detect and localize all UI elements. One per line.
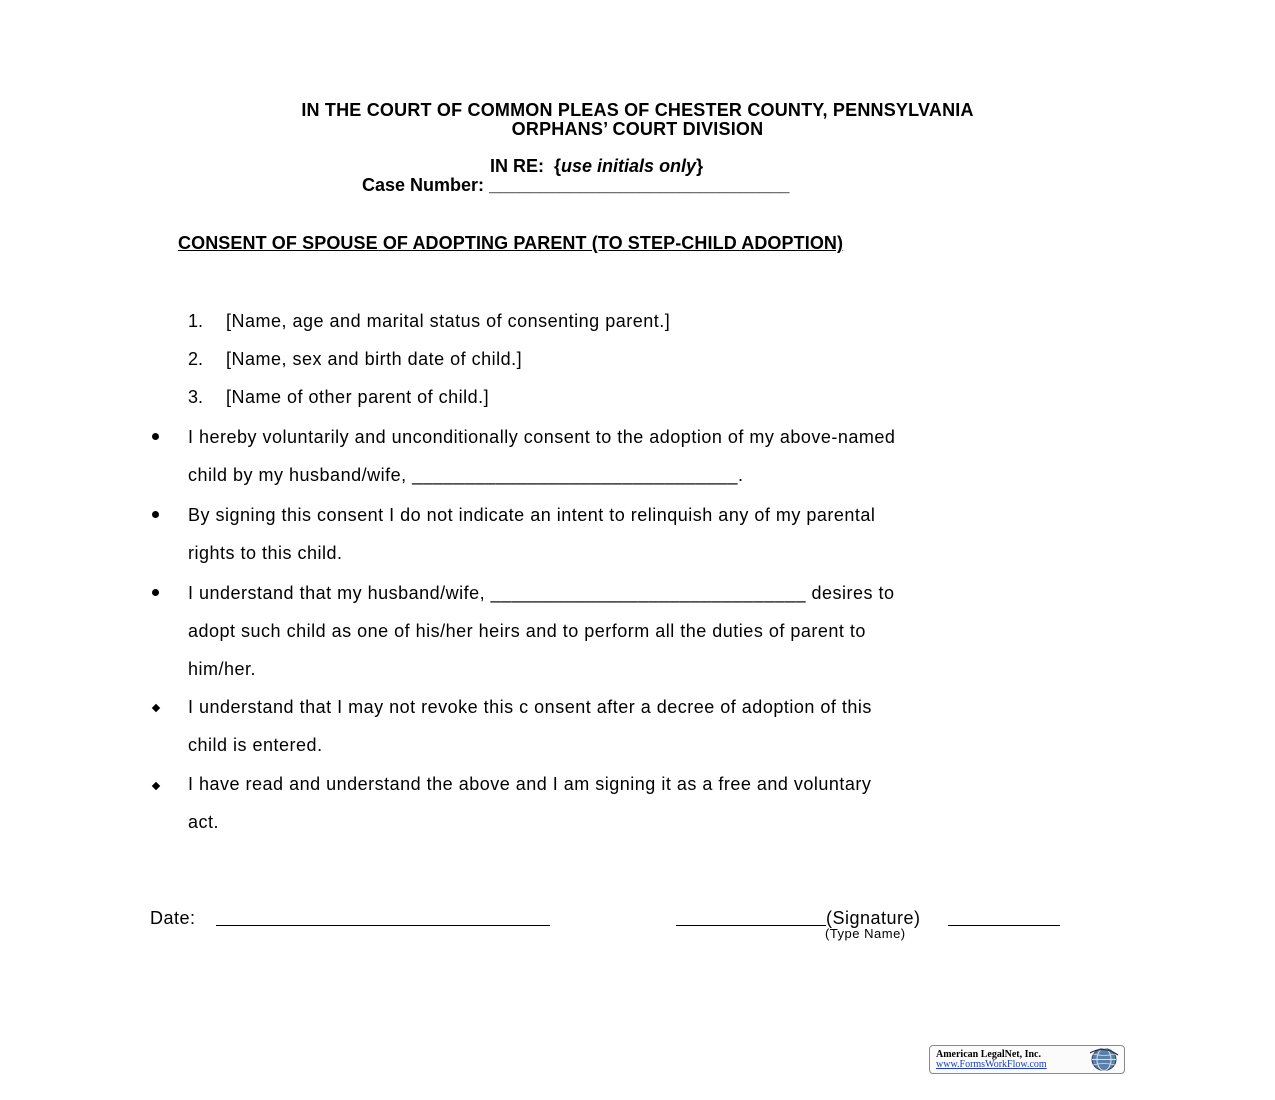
bullet-icon [152,589,159,596]
case-number-line [362,175,789,195]
bullet-text-line: child by my husband/wife, _______________________________. [188,465,744,485]
type-name-label: (Type Name) [825,926,906,941]
court-heading: IN THE COURT OF COMMON PLEAS OF CHESTER COUNTY, PENNSYLVANIA [301,100,974,120]
bullet-text-line: child is entered. [188,735,323,755]
bullet-text-line: I understand that I may not revoke this c onsent after a decree of adoption of this [188,697,872,717]
bullet-icon [152,511,159,518]
bullet-text-line: I hereby voluntarily and unconditionally consent to the adoption of my above-named [188,427,896,447]
signature-label: (Signature) [826,908,921,928]
bullet-text-line: adopt such child as one of his/her heirs and to perform all the duties of parent to [188,621,866,641]
logo-company-name: American LegalNet, Inc. [936,1049,1041,1060]
item-number: 1. [188,311,204,331]
bullet-text-line: I have read and understand the above and I am signing it as a free and voluntary [188,774,872,794]
numbered-item-text: [Name of other parent of child.] [226,387,490,407]
case-number-blank: ______________________________ [489,175,790,195]
bullet-text-line: I understand that my husband/wife, ______________________________ desires to [188,583,895,603]
bullet-text-line: rights to this child. [188,543,343,563]
american-legalnet-logo [929,1045,1125,1074]
numbered-item-text: [Name, age and marital status of consenting parent.] [226,311,671,331]
in-re-label: IN RE: [490,156,544,176]
signature-line-right [948,925,1060,926]
logo-url-link[interactable]: www.FormsWorkFlow.com [936,1059,1047,1070]
diamond-bullet-icon [152,704,160,712]
numbered-item-text: [Name, sex and birth date of child.] [226,349,523,369]
bullet-text-line: him/her. [188,659,257,679]
diamond-bullet-icon [152,782,160,790]
signature-line-left [676,925,826,926]
in-re-value: use initials only [561,156,697,176]
in-re-close-brace: } [696,156,704,176]
in-re-line [490,156,703,176]
item-number: 3. [188,387,204,407]
date-line [216,925,550,926]
in-re-open-brace: { [554,156,562,176]
item-number: 2. [188,349,204,369]
case-number-label: Case Number: [362,175,485,195]
bullet-icon [152,433,159,440]
date-label: Date: [150,908,196,928]
globe-icon [1087,1047,1121,1072]
document-title: CONSENT OF SPOUSE OF ADOPTING PARENT (TO STEP-CHILD ADOPTION) [178,233,844,253]
bullet-text-line: By signing this consent I do not indicate an intent to relinquish any of my parental [188,505,876,525]
division-heading: ORPHANS’ COURT DIVISION [511,119,764,139]
bullet-text-line: act. [188,812,220,832]
